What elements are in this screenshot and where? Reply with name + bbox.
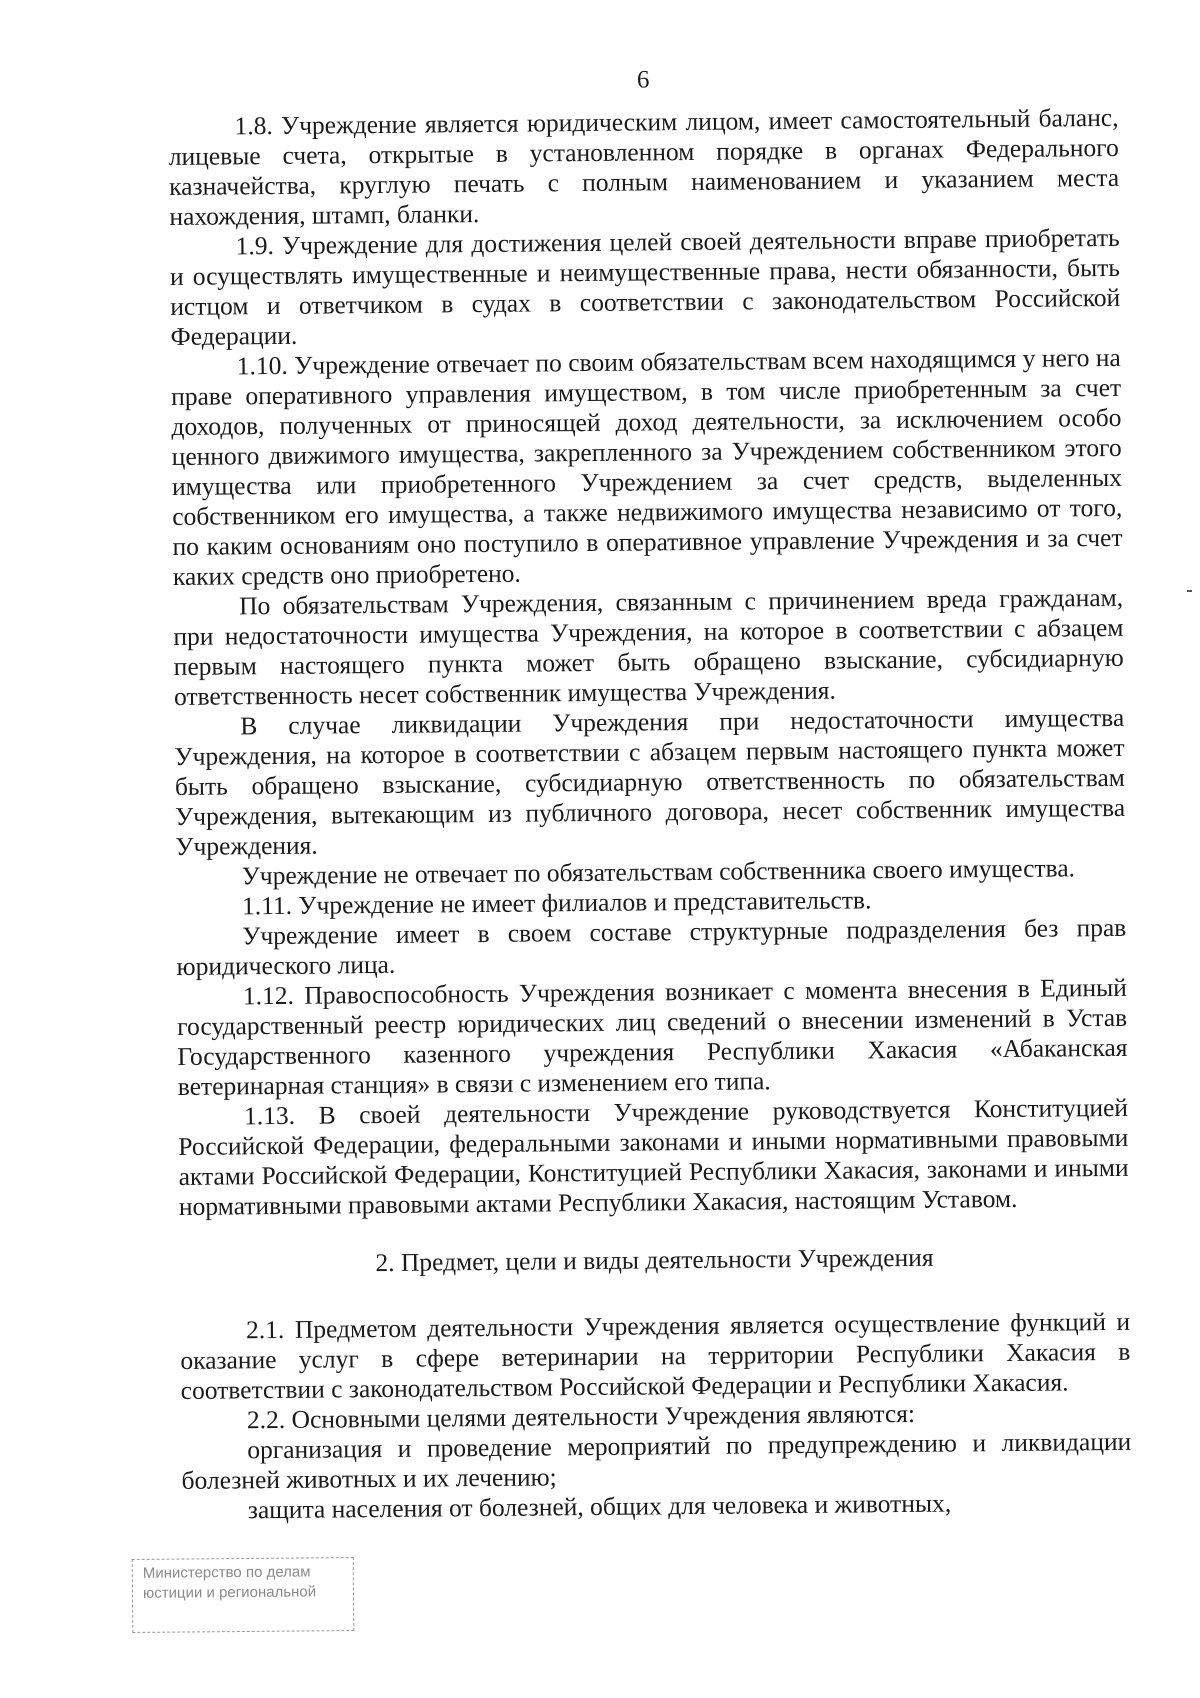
stamp-line-2: юстиции и региональной <box>142 1583 317 1602</box>
paragraph-2-2: 2.2. Основными целями деятельности Учреждения являются: <box>246 1398 916 1435</box>
page-number: 6 <box>636 66 650 94</box>
paragraph-1-10-harm: По обязательствам Учреждения, связанным с причинением вреда гражданам, при недостаточности имущества Учреждения, на которое в соответствии с абзацем первым настоящего пункта может быть обращено взыскание, субсидиарную ответственность несет собственник имущества Учреждения. <box>173 582 1124 711</box>
paragraph-1-10-owner: Учреждение не отвечает по обязательствам собственника своего имущества. <box>241 853 1076 891</box>
paragraph-1-11-divisions: Учреждение имеет в своем составе структурные подразделения без прав юридического лица. <box>176 912 1127 981</box>
paragraph-1-12: 1.12. Правоспособность Учреждения возникает с момента внесения в Единый государственный реестр юридических лиц сведений о внесении изменений в Устав Государственного казенного учреждения Республики Хакасия «Абаканская ветеринарная станция» в связи с изменением его типа. <box>177 972 1128 1101</box>
document-page <box>168 61 1132 1526</box>
stamp-line-1: Министерство по делам <box>142 1563 311 1582</box>
paragraph-2-1: 2.1. Предметом деятельности Учреждения является осуществление функций и оказание услуг в сфере ветеринарии на территории Республики Хакасия в соответствии с законодательством Российской Федерации и Республики Хакасия. <box>180 1306 1131 1405</box>
paragraph-1-10-liquidation: В случае ликвидации Учреждения при недостаточности имущества Учреждения, на которое в соответствии с абзацем первым настоящего пункта может быть обращено взыскание, субсидиарную ответственность по обязательствам Учреждения, вытекающим из публичного договора, несет собственник имущества Учреждения. <box>174 702 1126 861</box>
section-title: 2. Предмет, цели и виды деятельности Учреждения <box>375 1242 934 1278</box>
paragraph-1-10: 1.10. Учреждение отвечает по своим обязательствам всем находящимся у него на праве оперативного управления имуществом, в том числе приобретенным за счет доходов, полученных от приносящей доход деятельности, за исключением особо ценного движимого имущества, закрепленного за Учреждением собственником этого имущества или приобретенного Учреждением за счет средств, выделенных собственником его имущества, а также недвижимого имущества независимо от того, по каким основаниям оно поступило в оперативное управление Учреждения и за счет каких средств оно приобретено. <box>170 342 1123 591</box>
paragraph-1-8: 1.8. Учреждение является юридическим лицом, имеет самостоятельный баланс, лицевые счета, открытые в установленном порядке в органах Федерального казначейства, круглую печать с полным наименованием и указанием места нахождения, штамп, бланки. <box>168 102 1120 231</box>
goal-item-1: организация и проведение мероприятий по предупреждению и ликвидации болезней животных и их лечению; <box>181 1426 1132 1495</box>
goal-item-2: защита населения от болезней, общих для человека и животных, <box>247 1488 952 1525</box>
paragraph-1-9: 1.9. Учреждение для достижения целей своей деятельности вправе приобретать и осуществлять имущественные и неимущественные права, нести обязанности, быть истцом и ответчиком в судах в соответствии с законодательством Российской Федерации. <box>169 222 1121 351</box>
paragraph-1-13: 1.13. В своей деятельности Учреждение руководствуется Конституцией Российской Федерации, федеральными законами и иными нормативными правовыми актами Российской Федерации, Конституцией Республики Хакасия, законами и иными нормативными правовыми актами Республики Хакасия, настоящим Уставом. <box>178 1092 1129 1221</box>
paragraph-1-11: 1.11. Учреждение не имеет филиалов и представительств. <box>241 885 872 921</box>
registration-stamp <box>132 1557 355 1633</box>
scan-mark <box>1187 590 1192 592</box>
